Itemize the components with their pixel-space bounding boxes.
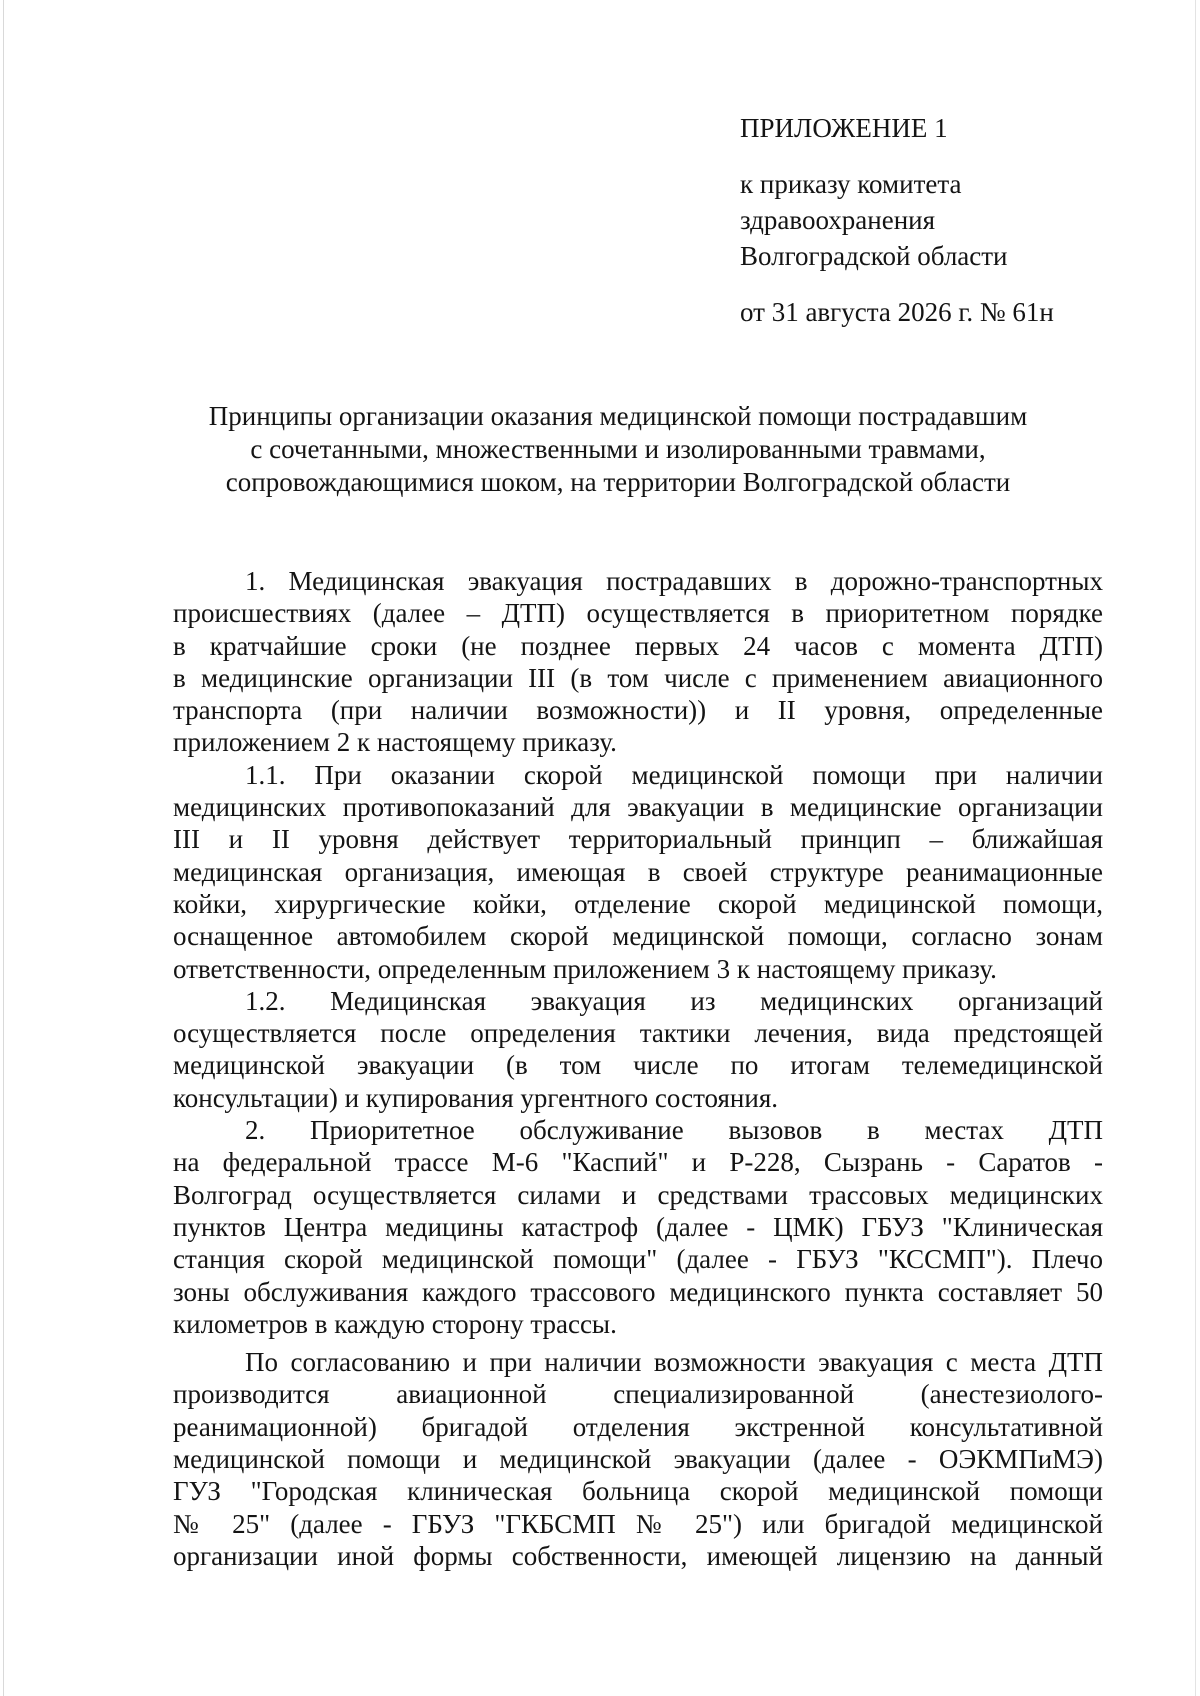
text-line: медицинской эвакуации (в том числе по итогам телемедицинской (173, 1050, 1103, 1081)
attachment-line: здравоохранения (740, 205, 936, 235)
text-line: станция скорой медицинской помощи" (далее - ГБУЗ "КССМП"). Плечо (173, 1244, 1103, 1275)
attachment-line: к приказу комитета (740, 169, 962, 199)
text-line: организации иной формы собственности, имеющей лицензию на данный (173, 1540, 1103, 1571)
text-line: осуществляется после определения тактики лечения, вида предстоящей (173, 1018, 1103, 1049)
text-line: медицинских противопоказаний для эвакуации в медицинские организации (173, 792, 1103, 823)
paragraph-1-1 (173, 759, 1103, 985)
text-line: 2. Приоритетное обслуживание вызовов в местах ДТП (245, 1115, 1103, 1146)
scan-edge-right (1195, 0, 1196, 1696)
text-line: производится авиационной специализированной (анестезиолого- (173, 1379, 1103, 1410)
text-line: зоны обслуживания каждого трассового медицинского пункта составляет 50 (173, 1276, 1103, 1307)
text-line: на федеральной трассе М-6 "Каспий" и Р-228, Сызрань - Саратов - (173, 1147, 1103, 1178)
text-line: 1.2. Медицинская эвакуация из медицинских организаций (245, 985, 1103, 1016)
text-line: III и II уровня действует территориальный принцип – ближайшая (173, 824, 1103, 855)
text-line: № 25" (далее - ГБУЗ "ГКБСМП № 25") или бригадой медицинской (173, 1508, 1103, 1539)
text-line: Волгоград осуществляется силами и средствами трассовых медицинских (173, 1179, 1103, 1210)
title-line: с сочетанными, множественными и изолированными травмами, (250, 434, 986, 464)
document-title (150, 400, 1086, 499)
attachment-date-line: от 31 августа 2026 г. № 61н (740, 297, 1054, 327)
text-line: реанимационной) бригадой отделения экстренной консультативной (173, 1411, 1103, 1442)
title-line: Принципы организации оказания медицинской помощи пострадавшим (208, 401, 1028, 431)
text-line: транспорта (при наличии возможности)) и II уровня, определенные (173, 695, 1103, 726)
text-line: консультации) и купирования ургентного состояния. (173, 1082, 778, 1113)
text-line: По согласованию и при наличии возможности эвакуация с места ДТП (245, 1347, 1103, 1378)
title-line: сопровождающимися шоком, на территории Волгоградской области (225, 467, 1011, 497)
attachment-block (740, 110, 1054, 330)
text-line: происшествиях (далее – ДТП) осуществляется в приоритетном порядке (173, 598, 1103, 629)
document-body (173, 565, 1103, 1572)
attachment-line: Волгоградской области (740, 241, 1008, 271)
text-line: ответственности, определенным приложением 3 к настоящему приказу. (173, 953, 997, 984)
text-line: 1.1. При оказании скорой медицинской помощи при наличии (245, 759, 1103, 790)
text-line: медицинской помощи и медицинской эвакуации (далее - ОЭКМПиМЭ) (173, 1444, 1103, 1475)
text-line: в медицинские организации III (в том числе с применением авиационного (173, 662, 1103, 693)
scan-edge-left (3, 0, 4, 1696)
text-line: ГУЗ "Городская клиническая больница скорой медицинской помощи (173, 1476, 1103, 1507)
text-line: приложением 2 к настоящему приказу. (173, 727, 617, 758)
text-line: медицинская организация, имеющая в своей структуре реанимационные (173, 856, 1103, 887)
text-line: койки, хирургические койки, отделение скорой медицинской помощи, (173, 888, 1103, 919)
paragraph-2 (173, 1114, 1103, 1340)
paragraph-1-2 (173, 985, 1103, 1114)
text-line: в кратчайшие сроки (не позднее первых 24 часов с момента ДТП) (173, 630, 1103, 661)
text-line: пунктов Центра медицины катастроф (далее - ЦМК) ГБУЗ "Клиническая (173, 1211, 1103, 1242)
paragraph-2-continued (173, 1346, 1103, 1572)
text-line: 1. Медицинская эвакуация пострадавших в дорожно-транспортных (245, 566, 1103, 596)
text-line: километров в каждую сторону трассы. (173, 1308, 617, 1339)
text-line: оснащенное автомобилем скорой медицинской помощи, согласно зонам (173, 921, 1103, 952)
paragraph-1 (173, 565, 1103, 759)
attachment-heading: ПРИЛОЖЕНИЕ 1 (740, 113, 948, 143)
